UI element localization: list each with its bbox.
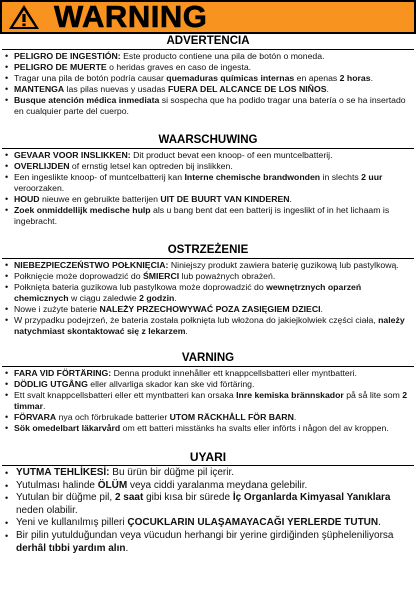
section-divider <box>2 366 414 367</box>
bullet-icon: • <box>5 51 9 61</box>
item-text: Bir pilin yutulduğundan veya vücudun herhangi bir yerine girdiğinden şüpheleniliyorsa <box>16 529 394 541</box>
emphasis-text: quemaduras químicas internas <box>166 73 295 83</box>
item-text: nieuwe en gebruikte batterijen <box>39 194 161 204</box>
section-title: OSTRZEŻENIE <box>167 244 249 256</box>
emphasis-text: 2 saat <box>114 492 144 504</box>
section-1 <box>2 133 414 227</box>
emphasis-text: ŚMIERCI <box>142 271 180 281</box>
section-3 <box>2 351 414 434</box>
section-2 <box>2 243 414 337</box>
item-text: Połknięcie może doprowadzić do <box>14 271 143 281</box>
list-item <box>2 517 414 530</box>
emphasis-text: UTOM RÄCKHÅLL FÖR BARN <box>169 412 294 422</box>
emphasis-text: YUTMA TEHLİKESİ: <box>16 467 110 478</box>
list-item <box>2 161 414 172</box>
item-text: Połknięta bateria guzikowa lub pastylkowa może doprowadzić do <box>14 282 267 292</box>
warning-header <box>0 0 416 34</box>
section-title: UYARI <box>189 450 227 464</box>
item-text: nya och förbrukade batterier <box>56 412 170 422</box>
list-item <box>2 467 414 480</box>
item-text: w ciągu zaledwie <box>68 293 140 303</box>
warning-list <box>2 150 414 227</box>
section-title: WAARSCHUWING <box>158 134 258 146</box>
item-text: . <box>185 326 188 336</box>
emphasis-text: derhâl tıbbi yardım alın <box>16 542 126 554</box>
section-4 <box>2 450 414 555</box>
list-item <box>2 530 414 555</box>
emphasis-text: 2 godzin <box>139 293 175 303</box>
bullet-icon: • <box>5 530 9 541</box>
warning-triangle-icon <box>8 4 40 30</box>
emphasis-text: FUERA DEL ALCANCE DE LOS NIÑOS <box>168 84 327 94</box>
section-0 <box>2 34 414 117</box>
item-text: lub poważnych obrażeń. <box>179 271 276 281</box>
list-item <box>2 282 414 304</box>
section-divider <box>2 465 414 466</box>
item-text: . <box>293 412 297 422</box>
emphasis-text: ÇOCUKLARIN ULAŞAMAYACAĞI YERLERDE TUTUN <box>127 517 379 529</box>
item-text: Dit product bevat een knoop- of een muntcelbatterij. <box>130 150 333 160</box>
emphasis-text: Inre kemiska brännskador <box>236 390 344 400</box>
section-title: VARNING <box>181 352 235 364</box>
bullet-icon: • <box>5 423 9 433</box>
item-text: gibi kısa bir sürede <box>143 492 233 504</box>
list-item <box>2 205 414 227</box>
list-item <box>2 315 414 337</box>
section-divider <box>2 49 414 50</box>
item-text: . <box>289 194 292 204</box>
item-text: of ernstig letsel kan optreden bij inslikken. <box>69 161 233 171</box>
bullet-icon: • <box>5 518 9 529</box>
item-text: på så lite som <box>343 390 403 400</box>
section-divider <box>2 258 414 259</box>
bullet-icon: • <box>5 493 9 504</box>
emphasis-text: İç Organlarda Kimyasal Yanıklara <box>232 492 391 504</box>
bullet-icon: • <box>5 368 9 378</box>
list-item <box>2 62 414 73</box>
emphasis-text: ÖLÜM <box>97 479 128 491</box>
bullet-icon: • <box>5 412 9 422</box>
list-item <box>2 194 414 205</box>
item-text: Denna produkt innehåller ett knappcellsbatteri eller myntbatteri. <box>111 368 357 378</box>
list-item <box>2 172 414 194</box>
item-text: . <box>125 542 129 554</box>
item-text: Yutulan bir düğme pil, <box>16 492 115 504</box>
list-item <box>2 390 414 412</box>
item-text: . <box>326 84 329 94</box>
bullet-icon: • <box>5 62 9 72</box>
bullet-icon: • <box>5 150 9 160</box>
item-text: neden olabilir. <box>16 504 78 516</box>
item-text: in slechts <box>320 172 362 182</box>
item-text: Bu ürün bir düğme pil içerir. <box>109 467 235 478</box>
item-text: Yeni ve kullanılmış pilleri <box>16 517 128 529</box>
list-item <box>2 368 414 379</box>
section-title: ADVERTENCIA <box>166 35 250 47</box>
list-item <box>2 423 414 434</box>
bullet-icon: • <box>5 480 9 491</box>
bullet-icon: • <box>5 95 9 105</box>
item-text: Este producto contiene una pila de botón o moneda. <box>120 51 325 61</box>
emphasis-text: FARA VID FÖRTÄRING: <box>14 368 112 378</box>
emphasis-text: NIEBEZPIECZEŃSTWO POŁKNIĘCIA: <box>14 260 169 270</box>
item-text: si sospecha que ha podido tragar una batería o se ha insertado en cualquier parte del cuerpo. <box>14 95 406 116</box>
item-text: om ett batteri misstänks ha svalts eller införts i någon del av kroppen. <box>120 423 389 433</box>
warning-list <box>2 51 414 117</box>
emphasis-text: NALEŻY PRZECHOWYWAĆ POZA ZASIĘGIEM DZIECI <box>99 304 321 314</box>
warning-list <box>2 368 414 434</box>
emphasis-text: PELIGRO DE INGESTIÓN: <box>14 51 121 61</box>
item-text: . <box>320 304 323 314</box>
item-text: Nowe i zużyte baterie <box>14 304 100 314</box>
item-text: Ett svalt knappcellsbatteri eller ett myntbatteri kan orsaka <box>14 390 237 400</box>
emphasis-text: Sök omedelbart läkarvård <box>14 423 121 433</box>
emphasis-text: MANTENGA <box>14 84 65 94</box>
emphasis-text: Zoek onmiddellijk medische hulp <box>14 205 151 215</box>
bullet-icon: • <box>5 315 9 325</box>
list-item <box>2 379 414 390</box>
emphasis-text: wewnętrznych oparzeń chemicznych <box>14 282 362 303</box>
warning-content <box>0 34 416 555</box>
emphasis-text: 2 timmar <box>14 390 408 411</box>
bullet-icon: • <box>5 271 9 281</box>
list-item <box>2 84 414 95</box>
item-text: . <box>378 517 381 529</box>
item-text: en apenas <box>294 73 340 83</box>
list-item <box>2 412 414 423</box>
emphasis-text: UIT DE BUURT VAN KINDEREN <box>160 194 290 204</box>
bullet-icon: • <box>5 390 9 400</box>
item-text: eller allvarliga skador kan ske vid förtäring. <box>87 379 255 389</box>
bullet-icon: • <box>5 194 9 204</box>
emphasis-text: FÖRVARA <box>14 412 57 422</box>
bullet-icon: • <box>5 172 9 182</box>
bullet-icon: • <box>5 205 9 215</box>
bullet-icon: • <box>5 379 9 389</box>
bullet-icon: • <box>5 282 9 292</box>
item-text: als u bang bent dat een batterij is ingeslikt of in het lichaam is ingebracht. <box>14 205 390 226</box>
item-text: . <box>370 73 373 83</box>
bullet-icon: • <box>5 161 9 171</box>
list-item <box>2 260 414 271</box>
warning-list <box>2 467 414 555</box>
bullet-icon: • <box>5 468 9 478</box>
list-item <box>2 150 414 161</box>
warning-list <box>2 260 414 337</box>
item-text: las pilas nuevas y usadas <box>64 84 169 94</box>
item-text: Yutulması halinde <box>16 479 98 491</box>
emphasis-text: 2 horas <box>339 73 371 83</box>
emphasis-text: DÖDLIG UTGÅNG <box>14 379 88 389</box>
list-item <box>2 51 414 62</box>
warning-title: WARNING <box>54 0 208 34</box>
list-item <box>2 95 414 117</box>
emphasis-text: Interne chemische brandwonden <box>184 172 321 182</box>
emphasis-text: należy natychmiast skontaktować się z lekarzem <box>14 315 405 336</box>
list-item <box>2 480 414 493</box>
list-item <box>2 304 414 315</box>
bullet-icon: • <box>5 84 9 94</box>
item-text: . <box>42 401 46 411</box>
emphasis-text: 2 uur <box>361 172 383 182</box>
item-text: o heridas graves en caso de ingesta. <box>106 62 252 72</box>
section-divider <box>2 148 414 149</box>
item-text: W przypadku podejrzeń, że bateria została połknięta lub włożona do jakiejkolwiek części ciała, <box>14 315 379 325</box>
emphasis-text: HOUD <box>14 194 40 204</box>
emphasis-text: OVERLIJDEN <box>14 161 70 171</box>
item-text: Tragar una pila de botón podría causar <box>14 73 167 83</box>
emphasis-text: PELIGRO DE MUERTE <box>14 62 107 72</box>
bullet-icon: • <box>5 260 9 270</box>
item-text: . <box>174 293 177 303</box>
bullet-icon: • <box>5 73 9 83</box>
list-item <box>2 73 414 84</box>
bullet-icon: • <box>5 304 9 314</box>
item-text: Niniejszy produkt zawiera baterię guzikową lub pastylkową. <box>168 260 399 270</box>
emphasis-text: Busque atención médica inmediata <box>14 95 160 105</box>
list-item <box>2 492 414 517</box>
item-text: Een ingeslikte knoop- of muntcelbatterij kan <box>14 172 185 182</box>
item-text: veroorzaken. <box>14 183 65 193</box>
emphasis-text: GEVAAR VOOR INSLIKKEN: <box>14 150 131 160</box>
item-text: veya ciddi yaralanma meydana gelebilir. <box>127 479 308 491</box>
list-item <box>2 271 414 282</box>
